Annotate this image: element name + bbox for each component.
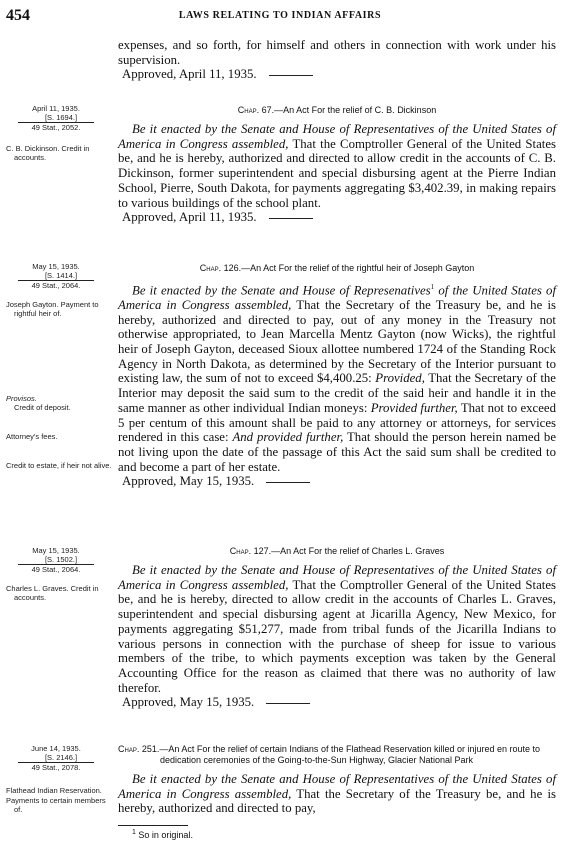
approved-line: Approved, April 11, 1935. [118, 67, 556, 82]
margin-estate: Credit to estate, if heir not alive. [6, 461, 112, 470]
margin-date: April 11, 1935. [32, 104, 80, 113]
page-number: 454 [6, 7, 30, 24]
margin-attorney: Attorney's fees. [6, 432, 58, 441]
margin-provisos: Provisos. Credit of deposit. [6, 394, 71, 412]
act-chap-251 [118, 744, 556, 816]
approved-line: Approved, May 15, 1935. [118, 695, 556, 710]
end-rule [269, 218, 313, 219]
end-rule [266, 482, 310, 483]
act-chap-67 [118, 105, 556, 225]
margin-stat: 49 Stat., 2078. [31, 763, 81, 772]
chapter-heading: Chap. 127.—An Act For the relief of Charles L. Graves [229, 546, 445, 556]
footnote-mark: 1 [132, 829, 136, 836]
margin-date: June 14, 1935. [31, 744, 81, 753]
act-text: Be it enacted by the Senate and House of Representatives of the United States of America in Congress assembled, That the Comptroller General of the United States be, and he is hereby, authorized and directed to allow credit in the accounts of C. B. Dickinson, former superintendent and special disbursing agent at the Pierre Indian School, Pierre, South Dakota, for payments aggregating $3,402.39, in making repairs to various buildings of the school plant. [118, 122, 556, 210]
act-chap-127 [118, 546, 556, 710]
margin-bill: [S. 2146.] [44, 753, 78, 762]
footnote-rule [118, 825, 188, 826]
margin-stat: 49 Stat., 2064. [31, 565, 81, 574]
footnote-marker: 1 [430, 283, 435, 291]
margin-notes-chap-127 [0, 546, 112, 602]
margin-note: Charles L. Graves. Credit in accounts. [6, 584, 99, 602]
margin-bill: [S. 1694.] [44, 113, 78, 122]
footnote-text: So in original. [135, 830, 193, 840]
margin-notes-chap-126 [0, 262, 112, 470]
margin-notes-chap-67 [0, 104, 112, 162]
margin-note: Joseph Gayton. Payment to rightful heir of. [6, 300, 99, 318]
continuation-paragraph [118, 38, 556, 82]
margin-date: May 15, 1935. [32, 546, 80, 555]
margin-note: Payments to certain members of. [6, 796, 106, 814]
chapter-heading: Chap. 251.—An Act For the relief of certain Indians of the Flathead Reservation killed or injured en route to dedication ceremonies of the Going-to-the-Sun Highway, Glacier National Park [118, 744, 541, 765]
chapter-heading: Chap. 67.—An Act For the relief of C. B. Dickinson [237, 105, 437, 115]
margin-date: May 15, 1935. [32, 262, 80, 271]
running-title: LAWS RELATING TO INDIAN AFFAIRS [178, 10, 382, 21]
margin-stat: 49 Stat., 2064. [31, 281, 81, 290]
margin-note: C. B. Dickinson. Credit in accounts. [6, 144, 90, 162]
act-text: Be it enacted by the Senate and House of Representatives of the United States of America in Congress assembled, That the Secretary of the Treasury be, and he is hereby, authorized and directed to pay, [118, 772, 556, 816]
act-text: Be it enacted by the Senate and House of Represenatives$^1$ of the United States of America in Congress assembled, That the Secretary of the Treasury be, and he is hereby, authorized and directed to pay, out of any money in the Treasury not otherwise appropriated, to Jean Marcella Mentz Gayton (now Wicks), the rightful heir of Joseph Gayton, deceased Sioux allottee numbered 1724 of the Standing Rock Agency in North Dakota, as determined by the Secretary of the Interior pursuant to existing law, the sum of not to exceed $4,400.25: Provided, That the Secretary of the Interior may deposit the said sum to the credit of the said heir and handle it in the same manner as other individual Indian moneys: Provided further, That not to exceed 5 per centum of this amount shall be paid to any attorney or attorneys, for services rendered in this case: And provided further, That should the person herein named be not living upon the date of the passage of this Act the said sum shall be credited to and become a part of her estate. [118, 283, 557, 474]
margin-notes-chap-251 [0, 744, 112, 814]
margin-bill: [S. 1502.] [44, 555, 78, 564]
approved-line: Approved, May 15, 1935. [118, 474, 556, 489]
margin-bill: [S. 1414.] [44, 271, 78, 280]
chapter-heading: Chap. 126.—An Act For the relief of the rightful heir of Joseph Gayton [199, 263, 475, 273]
approved-line: Approved, April 11, 1935. [118, 210, 556, 225]
footnote [132, 829, 193, 840]
page-header [6, 7, 554, 25]
margin-note: Flathead Indian Reservation. [6, 786, 102, 795]
margin-stat: 49 Stat., 2052. [31, 123, 81, 132]
act-chap-126 [118, 263, 556, 489]
act-text: Be it enacted by the Senate and House of Representatives of the United States of America in Congress assembled, That the Comptroller General of the United States be, and he is hereby, directed to allow credit in the accounts of Charles L. Graves, superintendent and special disbursing agent at Jicarilla Agency, New Mexico, for payments aggregating $51,277, made from tribal funds of the Jicarilla Indians to various persons in connection with the purchase of sheep for issue to various members of the tribe, to which payments exception was taken by the General Accounting Office for the reason as claimed that there was no authority of law therefor. [118, 563, 556, 695]
continuation-text: expenses, and so forth, for himself and others in connection with work under his supervision. [118, 38, 556, 67]
end-rule [266, 703, 310, 704]
end-rule [269, 75, 313, 76]
